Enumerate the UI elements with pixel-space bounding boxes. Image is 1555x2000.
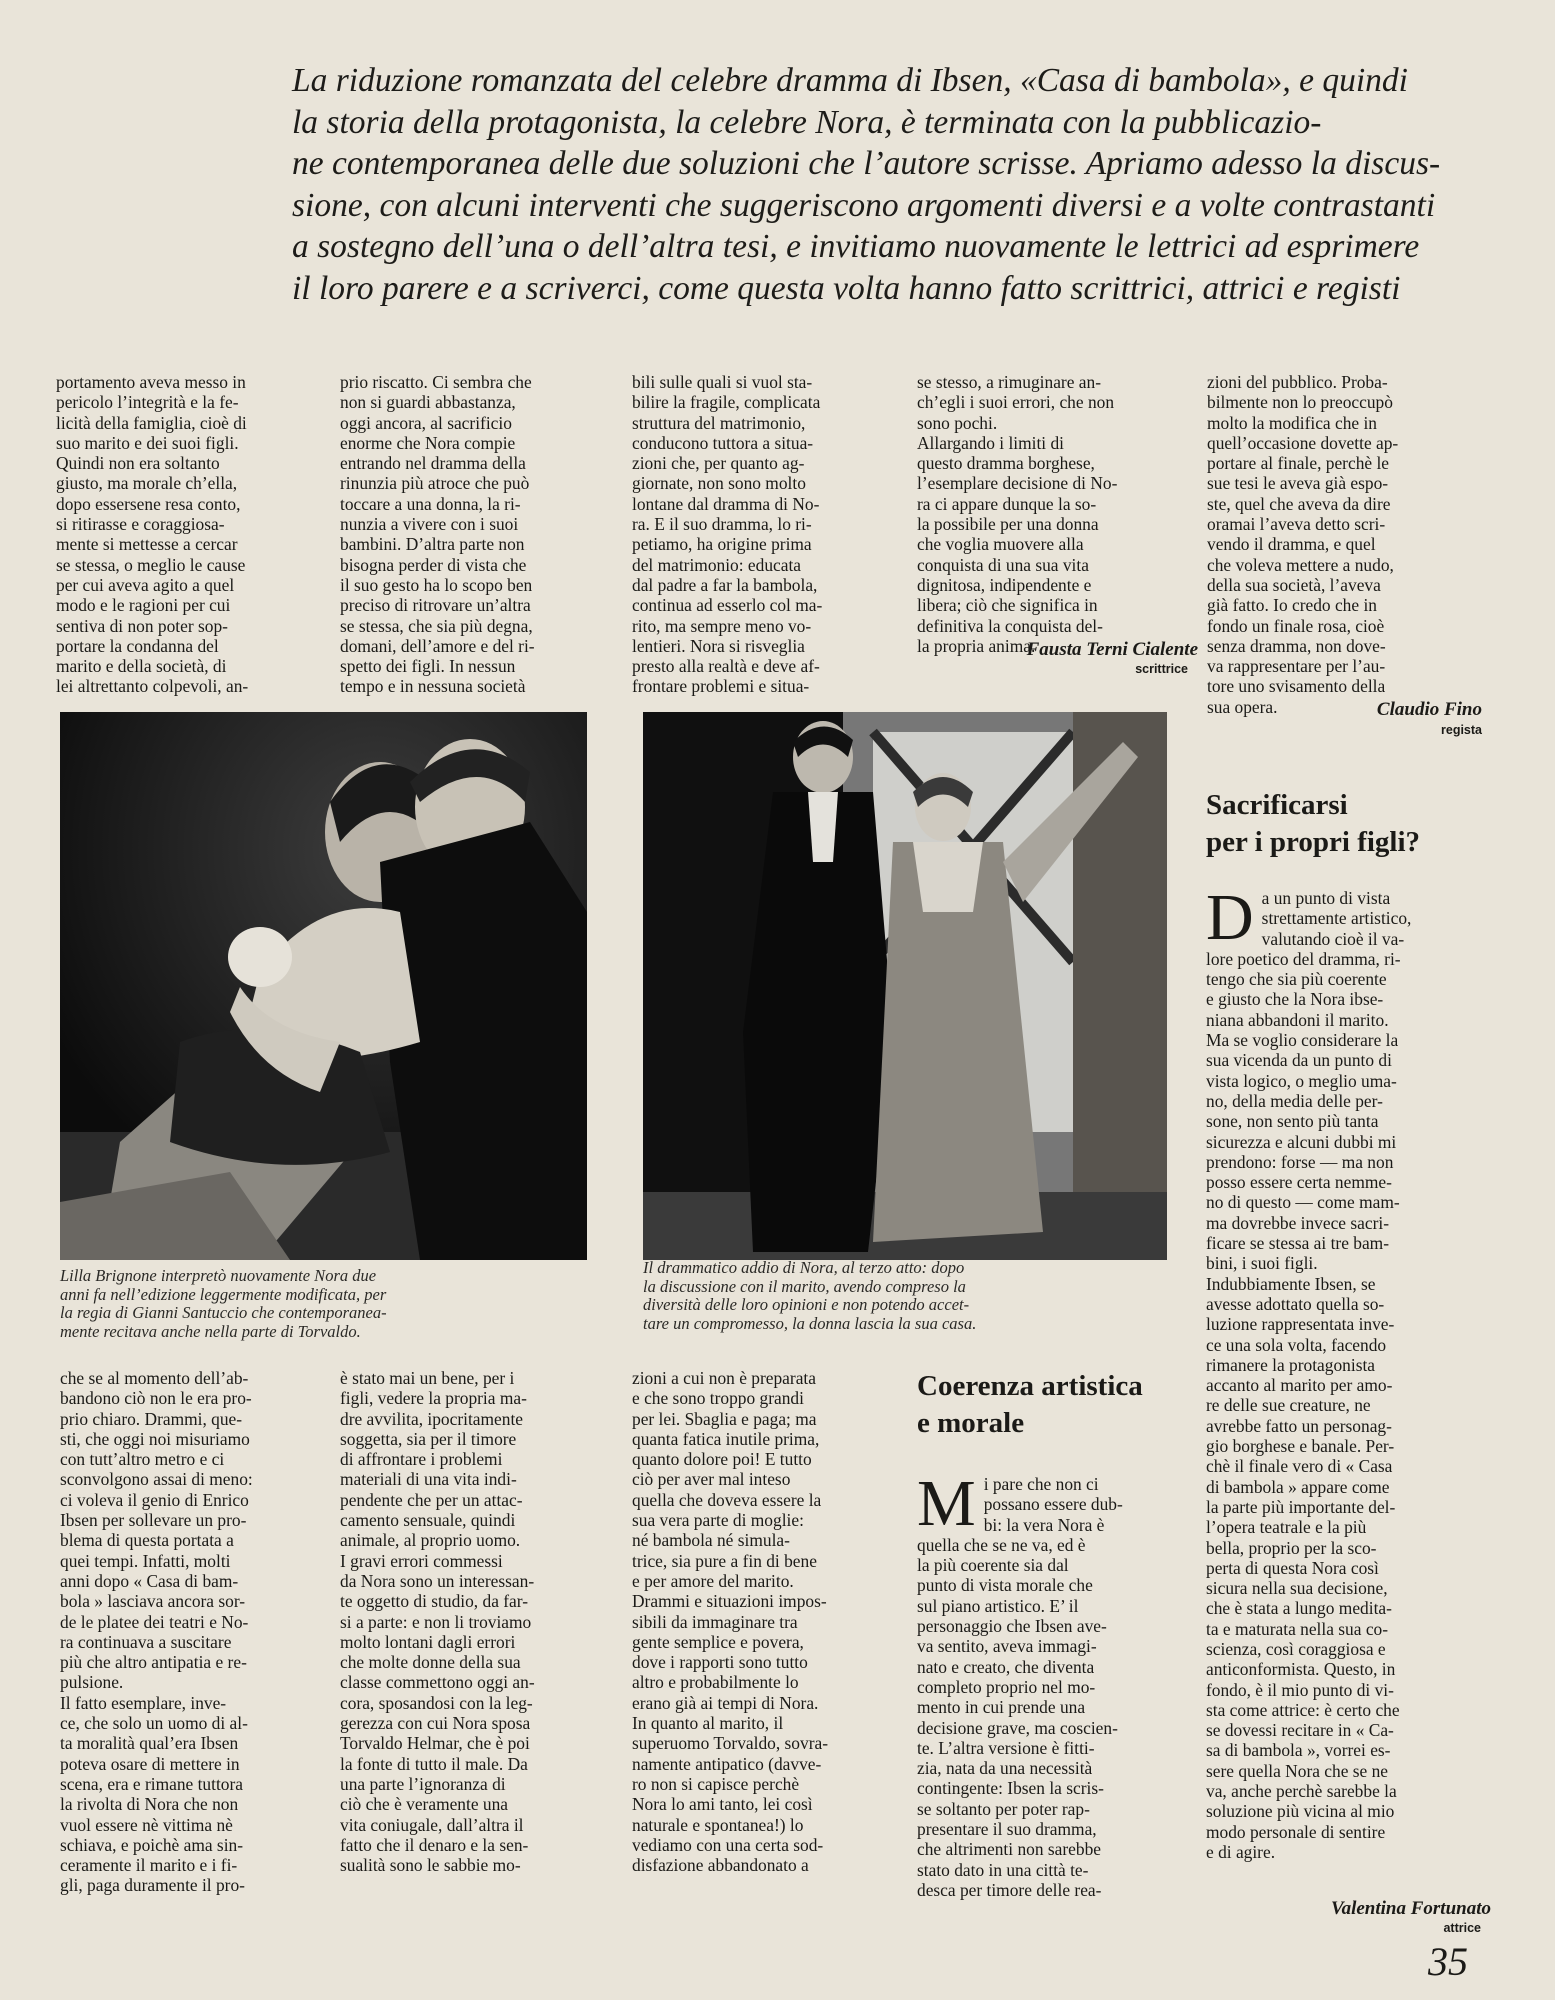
text-line: Ma se voglio considerare la [1206,1030,1399,1051]
text-line: portare al finale, perchè le [1207,453,1390,474]
text-line: portare la condanna del [56,635,219,656]
text-line: materiali di una vita indi- [340,1469,517,1490]
photo-lilla-brignone [60,712,587,1260]
caption-line: diversità delle loro opinioni e non potendo accet- [643,1295,970,1314]
text-line: accanto al marito per amo- [1206,1375,1393,1396]
photo-caption [60,1267,600,1341]
text-line: Drammi e situazioni impos- [632,1591,827,1612]
article-column [1207,372,1492,717]
author-role: scrittrice [1135,662,1188,676]
text-line: il suo gesto ha lo scopo ben [340,574,533,595]
text-line: quanto dolore poi! E tutto [632,1449,812,1470]
text-line: la più coerente sia dal [917,1555,1069,1576]
text-line: che è stata a lungo medita- [1206,1598,1392,1619]
text-line: te. L’altra versione è fitti- [917,1737,1095,1758]
text-line: dignitosa, indipendente e [917,574,1092,595]
text-line: licità della famiglia, cioè di [56,412,247,433]
drop-cap: D [1206,881,1254,954]
text-line: presentare il suo dramma, [917,1819,1097,1840]
text-line: scena, era e rimane tuttora [60,1773,243,1794]
text-line: lontane dal dramma di No- [632,493,820,514]
caption-line: la discussione con il marito, avendo compreso la [643,1276,966,1296]
text-line: oggi ancora, al sacrificio [340,412,512,433]
text-line: chè il finale vero di « Casa [1206,1456,1393,1477]
text-line: bili sulle quali si vuol sta- [632,372,813,392]
text-line: zia, nata da una necessità [917,1758,1093,1779]
text-line: definitiva la conquista del- [917,615,1103,636]
text-line: petiamo, ha origine prima [632,534,812,555]
drop-cap: M [917,1467,976,1540]
text-line: presto alla realtà e deve af- [632,656,820,677]
text-line: sua vicenda da un punto di [1206,1050,1392,1071]
text-line: luzione rappresentata inve- [1206,1314,1395,1335]
text-line: vista logico, o meglio uma- [1206,1070,1397,1091]
text-line: e che sono troppo grandi [632,1388,804,1409]
text-line: di affrontare i problemi [340,1449,503,1470]
text-line: ci voleva il genio di Enrico [60,1489,249,1510]
article-section [1206,881,1488,1862]
text-line: pulsione. [60,1672,124,1693]
text-line: no, della media delle per- [1206,1090,1383,1111]
text-line: fatto che il denaro e la sen- [340,1834,529,1855]
text-line: stato dato in una città te- [917,1859,1089,1880]
text-line: la propria anima. [917,635,1036,656]
text-line: scienza, così coraggiosa e [1206,1638,1386,1659]
text-line: Quindi non era soltanto [56,453,220,474]
text-line: niana abbandoni il marito. [1206,1009,1389,1030]
text-line: rito, ma sempre meno vo- [632,615,812,636]
text-line: mente si mettesse a cercar [56,534,238,555]
text-line: ch’egli i suoi errori, che non [917,392,1115,413]
text-line: bilmente non lo preoccupò [1207,392,1393,413]
text-line: che se al momento dell’ab- [60,1368,249,1388]
text-line: da Nora sono un interessan- [340,1570,535,1591]
text-line: conducono tuttora a situa- [632,432,814,453]
text-line: conquista di una sua vita [917,554,1089,575]
text-line: Indubbiamente Ibsen, se [1206,1273,1376,1294]
text-line: modo personale di sentire [1206,1821,1386,1842]
text-line: gli, paga duramente il pro- [60,1875,245,1896]
text-line: vuol essere nè vittima nè [60,1814,233,1835]
text-line: classe commettono oggi an- [340,1672,535,1693]
text-line: ficare se stessa ai tre bam- [1206,1233,1389,1254]
text-line: bandono ciò non le era pro- [60,1388,252,1409]
text-line: bisogna perder di vista che [340,554,527,575]
text-line: giornate, non sono molto [632,473,806,494]
text-line: poteva osare di mettere in [60,1753,240,1774]
text-line: punto di vista morale che [917,1575,1093,1596]
text-line: bambini. D’altra parte non [340,534,525,555]
text-line: completo proprio nel mo- [917,1676,1096,1697]
author-role: attrice [1443,1921,1481,1935]
caption-line: mente recitava anche nella parte di Torvaldo. [60,1321,361,1341]
text-line: la parte più importante del- [1206,1496,1396,1517]
text-line: erano già ai tempi di Nora. [632,1692,819,1713]
text-line: ta moralità qual’era Ibsen [60,1733,239,1754]
text-line: sua vera parte di moglie: [632,1510,804,1531]
text-line: mento in cui prende una [917,1697,1086,1718]
author-role: regista [1441,723,1482,737]
text-line: della sua società, l’aveva [1207,574,1381,595]
text-line: schiava, e poichè ama sin- [60,1834,244,1855]
photo-scene-doll [60,712,587,1260]
text-line: posso essere certa nemme- [1206,1172,1392,1193]
text-line: figli, vedere la propria ma- [340,1388,527,1409]
text-line: sono pochi. [917,412,998,433]
caption-line: Il drammatico addio di Nora, al terzo atto: dopo [643,1258,965,1277]
text-line: già fatto. Io credo che in [1207,595,1377,616]
text-line: fondo, è il mio punto di vi- [1206,1679,1394,1700]
text-line: te oggetto di studio, da far- [340,1591,529,1612]
text-line: In quanto al marito, il [632,1713,784,1734]
article-column [917,372,1192,656]
text-line: bini, i suoi figli. [1206,1253,1318,1274]
text-line: zioni del pubblico. Proba- [1207,372,1388,392]
text-line: con tutt’altro metro e ci [60,1449,225,1470]
text-line: zioni a cui non è preparata [632,1368,816,1388]
text-line: zioni che, per quanto ag- [632,453,805,474]
text-line: di bambola » appare come [1206,1476,1390,1497]
text-line: se soltanto per poter rap- [917,1798,1090,1819]
text-line: Nora lo ami tanto, lei così [632,1794,813,1815]
text-line: lentieri. Nora si risveglia [632,635,805,656]
text-line: prio chiaro. Drammi, que- [60,1408,243,1429]
text-line: modo e le ragioni per cui [56,595,231,616]
heading-line: Coerenza artistica [917,1370,1143,1402]
text-line: e per amore del marito. [632,1570,794,1591]
text-line: tore uno svisamento della [1207,676,1386,697]
text-line: sicura nella sua decisione, [1206,1578,1388,1599]
text-line: sua opera. [1207,696,1278,717]
text-line: superuomo Torvaldo, sovra- [632,1733,829,1754]
text-line: se stesso, a rimuginare an- [917,372,1101,392]
text-line: che voglia muovere alla [917,534,1084,555]
intro-line: sione, con alcuni interventi che suggeriscono argomenti diversi e a volte contrastanti [292,186,1436,224]
text-line: animale, al proprio uomo. [340,1530,521,1551]
text-line: namente antipatico (davve- [632,1753,822,1774]
text-line: portamento aveva messo in [56,372,246,392]
text-line: quella che se ne va, ed è [917,1534,1086,1555]
text-line: ma dovrebbe invece sacri- [1206,1212,1389,1233]
text-line: ra ci appare dunque la so- [917,493,1097,514]
caption-line: anni fa nell’edizione leggermente modificata, per [60,1284,387,1304]
text-line: quella che doveva essere la [632,1489,822,1510]
text-line: né bambola né simula- [632,1530,790,1551]
caption-line: la regia di Gianni Santuccio che contemporanea- [60,1303,387,1322]
text-line: che molte donne della sua [340,1652,521,1673]
text-line: quell’occasione dovette ap- [1207,432,1399,453]
text-line: domani, dell’amore e del ri- [340,635,535,656]
text-line: frontare problemi e situa- [632,676,810,697]
text-line: soluzione più vicina al mio [1206,1801,1395,1822]
text-line: prio riscatto. Ci sembra che [340,372,532,392]
text-line: non si guardi abbastanza, [340,392,516,413]
text-line: libera; ciò che significa in [917,595,1098,616]
text-line: trice, sia pure a fin di bene [632,1550,817,1571]
text-line: dre avvilita, ipocritamente [340,1408,524,1429]
section-heading [917,1368,1197,1442]
page-number: 35 [1428,1939,1468,1984]
text-line: se dovessi recitare in « Ca- [1206,1720,1394,1741]
text-line: nunzia a vivere con i suoi [340,514,519,535]
text-line: è stato mai un bene, per i [340,1368,515,1388]
text-line: sentiva di non poter sop- [56,615,228,636]
text-line: dal padre a far la bambola, [632,574,818,595]
text-line: bola » lasciava ancora sor- [60,1591,246,1612]
text-line: disfazione abbandonato a [632,1855,809,1876]
text-line: continua ad esserlo col ma- [632,595,823,616]
text-line: bella, proprio per la sco- [1206,1537,1377,1558]
text-line: molto la modifica che in [1207,412,1377,433]
text-line: rimanere la protagonista [1206,1354,1376,1375]
text-line: I gravi errori commessi [340,1550,503,1571]
text-line: quei tempi. Infatti, molti [60,1550,231,1571]
intro-paragraph [292,60,1472,309]
text-line: struttura del matrimonio, [632,412,806,433]
text-line: perta di questa Nora così [1206,1557,1379,1578]
text-line: tempo e in nessuna società [340,676,526,697]
text-line: marito e della società, di [56,656,227,677]
heading-line: Sacrificarsi [1206,789,1348,821]
text-line: ste, quel che aveva da dire [1207,493,1391,514]
text-line: Allargando i limiti di [917,432,1065,453]
text-line: avesse adottato quella so- [1206,1293,1385,1314]
text-line: va sentito, aveva immagi- [917,1636,1097,1657]
text-line: re delle sue creature, ne [1206,1395,1371,1416]
author-signature: Claudio Fino [1376,699,1482,720]
text-line: blema di questa portata a [60,1530,234,1551]
text-line: avrebbe fatto un personag- [1206,1415,1392,1436]
intro-line: ne contemporanea delle due soluzioni che l’autore scrisse. Apriamo adesso la discus- [292,145,1441,182]
text-line: entrando nel dramma della [340,453,526,474]
text-line: ce una sola volta, facendo [1206,1334,1387,1355]
text-line: soggetta, sia per il timore [340,1428,517,1449]
text-line: lore poetico del dramma, ri- [1206,948,1401,969]
text-line: la rivolta di Nora che non [60,1794,239,1815]
intro-line: la storia della protagonista, la celebre Nora, è terminata con la pubblicazio- [292,103,1322,141]
text-line: toccare a una donna, la ri- [340,493,521,514]
article-column [632,372,902,697]
article-column [340,372,615,697]
heading-line: per i propri figli? [1206,826,1421,858]
text-line: anni dopo « Casa di bam- [60,1570,239,1591]
text-line: ciò per aver mal inteso [632,1469,791,1490]
text-line: Il fatto esemplare, inve- [60,1692,227,1713]
text-line: ceramente il marito e i fi- [60,1855,238,1876]
text-line: gio borghese e banale. Per- [1206,1436,1395,1457]
text-line: vita coniugale, dall’altra il [340,1814,524,1835]
section-heading [1206,787,1506,861]
author-signature: Fausta Terni Cialente [1026,639,1198,660]
text-line: cora, sposandosi con la leg- [340,1692,533,1713]
text-line: oramai l’aveva detto scri- [1207,514,1386,535]
text-line: se stessa, o meglio le cause [56,554,246,575]
text-line: rinunzia più atroce che può [340,473,530,494]
text-line: sa di bambola », vorrei es- [1206,1740,1391,1761]
text-line: una parte l’ignoranza di [340,1773,506,1794]
text-line: vendo il dramma, e quel [1207,534,1376,555]
text-line: la possibile per una donna [917,514,1099,535]
text-line: per cui aveva agito a quel [56,574,235,595]
text-line: lei altrettanto colpevoli, an- [56,676,249,697]
text-line: sta come attrice: è certo che [1206,1699,1400,1720]
text-line: strettamente artistico, [1261,908,1412,929]
text-line: sicurezza e alcuni dubbi mi [1206,1131,1397,1152]
text-line: contingente: Ibsen la scris- [917,1778,1104,1799]
text-line: ta e maturata nella sua co- [1206,1618,1389,1639]
text-line: pendente che per un attac- [340,1489,523,1510]
text-line: senza dramma, non dove- [1207,635,1386,656]
text-line: questo dramma borghese, [917,453,1095,474]
text-line: sti, che oggi noi misuriamo [60,1428,250,1449]
text-line: sconvolgono assai di meno: [60,1469,253,1490]
author-signature: Valentina Fortunato [1331,1898,1491,1919]
text-line: la fonte di tutto il male. Da [340,1753,528,1774]
text-line: sone, non sento più tanta [1206,1111,1379,1132]
article-column [632,1368,907,1875]
text-line: l’opera teatrale e la più [1206,1517,1367,1538]
text-line: personaggio che Ibsen ave- [917,1616,1107,1637]
text-line: bilire la fragile, complicata [632,392,821,413]
text-line: del matrimonio: educata [632,554,802,575]
text-line: dopo essersene resa conto, [56,493,241,514]
text-line: camento sensuale, quindi [340,1510,516,1531]
text-line: spetto dei figli. In nessun [340,656,516,677]
text-line: sul piano artistico. E’ il [917,1595,1079,1616]
intro-line: La riduzione romanzata del celebre dramma di Ibsen, «Casa di bambola», e quindi [292,62,1408,99]
text-line: ce, che solo un uomo di al- [60,1713,248,1734]
text-line: l’esemplare decisione di No- [917,473,1118,494]
text-line: pericolo l’integrità e la fe- [56,392,239,413]
photo-caption [643,1259,1183,1333]
text-line: a un punto di vista [1261,888,1391,908]
article-column [340,1368,615,1875]
text-line: gente semplice e povera, [632,1631,804,1652]
text-line: per lei. Sbaglia e paga; ma [632,1408,817,1429]
heading-line: e morale [917,1407,1025,1439]
text-line: più che altro antipatia e re- [60,1652,247,1673]
photo-scene-farewell [643,712,1167,1260]
text-line: ciò che è veramente una [340,1794,509,1815]
text-line: ra continuava a suscitare [60,1631,232,1652]
text-line: enorme che Nora compie [340,432,516,453]
text-line: possano essere dub- [983,1494,1123,1515]
article-column [60,1368,330,1896]
text-line: ro non si capisce perchè [632,1773,800,1794]
text-line: desca per timore delle rea- [917,1879,1102,1900]
text-line: sue tesi le aveva già espo- [1207,473,1389,494]
text-line: ra. E il suo dramma, lo ri- [632,514,812,535]
text-line: sibili da immaginare tra [632,1611,798,1632]
text-line: se stessa, che sia più degna, [340,615,533,636]
text-line: molto lontani dagli errori [340,1631,516,1652]
text-line: giusto, ma morale ch’ella, [56,473,238,494]
text-line: quanta fatica inutile prima, [632,1428,820,1449]
article-column [56,372,326,697]
text-line: fondo un finale rosa, cioè [1207,615,1385,636]
text-line: sere quella Nora che se ne [1206,1760,1389,1781]
text-line: dove i rapporti sono tutto [632,1652,808,1673]
text-line: e di agire. [1206,1841,1276,1862]
text-line: bi: la vera Nora è [983,1514,1105,1535]
text-line: che voleva mettere a nudo, [1207,554,1394,575]
intro-line: il loro parere e a scriverci, come questa volta hanno fatto scrittrici, attrici e registi [292,269,1401,307]
text-line: gerezza con cui Nora sposa [340,1713,531,1734]
text-line: va rappresentare per l’au- [1207,656,1386,677]
text-line: suo marito e dei suoi figli. [56,432,239,453]
intro-line: a sostegno dell’una o dell’altra tesi, e invitiamo nuovamente le lettrici ad esprimere [292,228,1420,265]
text-line: e giusto che la Nora ibse- [1206,989,1384,1010]
text-line: anticonformista. Questo, in [1206,1659,1396,1680]
text-line: preciso di ritrovare un’altra [340,595,531,616]
text-line: naturale e spontanea!) lo [632,1814,804,1835]
text-line: si a parte: e non li troviamo [340,1611,532,1632]
text-line: vediamo con una certa sod- [632,1834,824,1855]
text-line: de le platee dei teatri e No- [60,1611,249,1632]
text-line: va, anche perchè sarebbe la [1206,1781,1397,1802]
text-line: valutando cioè il va- [1261,928,1405,949]
text-line: che altrimenti non sarebbe [917,1839,1101,1860]
text-line: sualità sono le sabbie mo- [340,1855,521,1876]
text-line: altro e probabilmente lo [632,1672,799,1693]
caption-line: tare un compromesso, la donna lascia la sua casa. [643,1313,977,1333]
text-line: no di questo — come mam- [1206,1192,1400,1213]
text-line: decisione grave, ma coscien- [917,1717,1118,1738]
text-line: tengo che sia più coerente [1206,969,1387,990]
photo-nora-farewell [643,712,1167,1260]
text-line: si ritirasse e coraggiosa- [56,514,225,535]
text-line: Ibsen per sollevare un pro- [60,1510,247,1531]
text-line: Torvaldo Helmar, che è poi [340,1733,530,1754]
text-line: prendono: forse — ma non [1206,1151,1394,1172]
article-section [917,1467,1197,1900]
caption-line: Lilla Brignone interpretò nuovamente Nora due [60,1266,377,1285]
text-line: nato e creato, che diventa [917,1656,1095,1677]
text-line: i pare che non ci [983,1474,1099,1494]
